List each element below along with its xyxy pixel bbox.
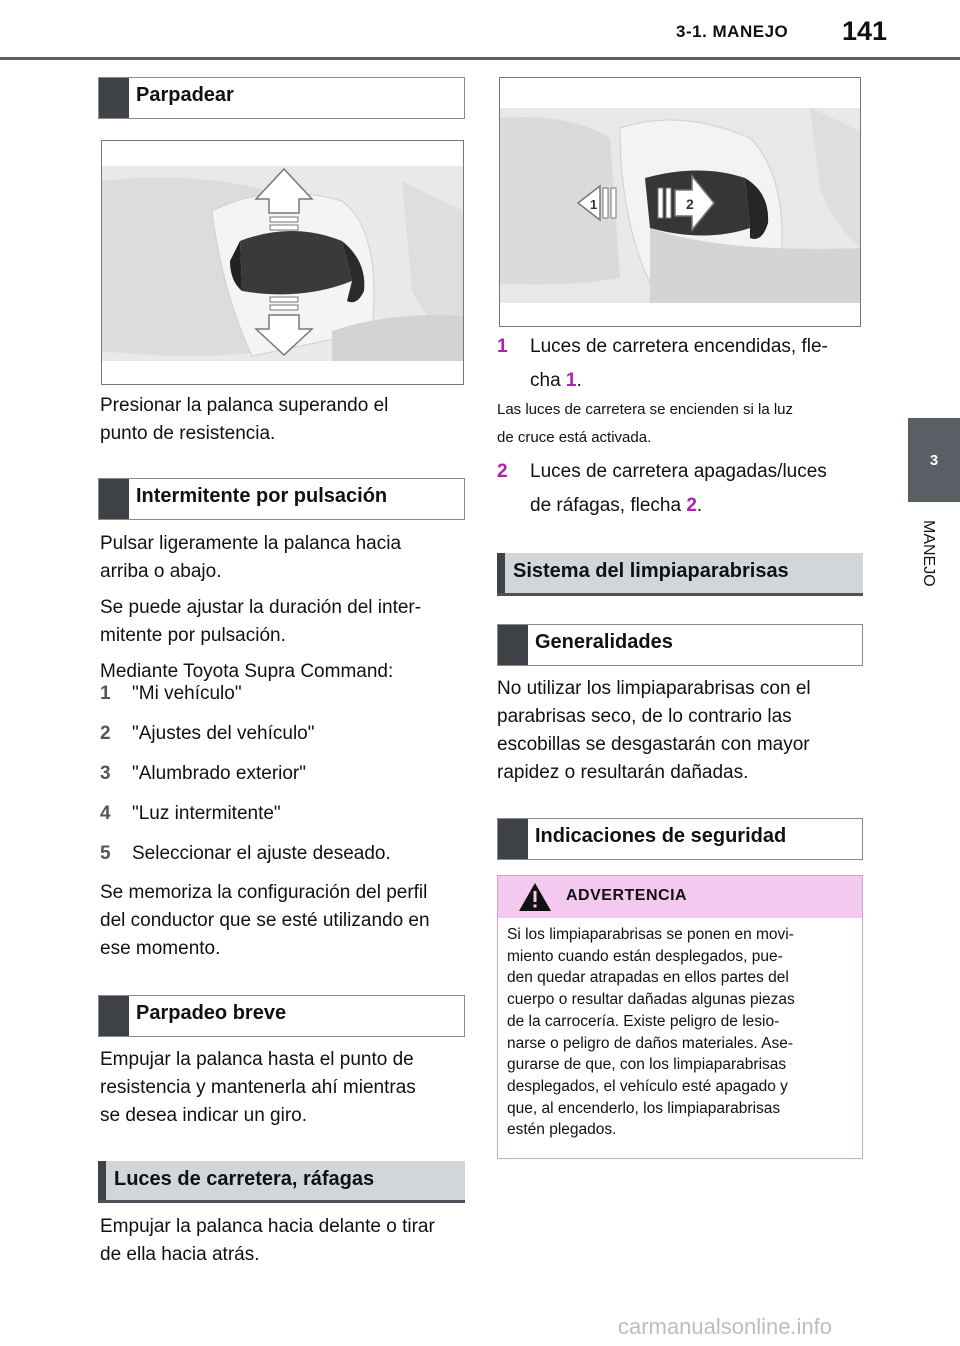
text-line: del conductor que se esté utilizando en bbox=[100, 910, 430, 931]
page-number: 141 bbox=[842, 16, 888, 46]
chapter-label: MANEJO bbox=[920, 520, 937, 587]
item-text: de ráfagas, flecha bbox=[530, 495, 687, 516]
warning-text: Si los limpiaparabrisas se ponen en movi- miento cuando están desplegados, pue- den quedar atrapadas en ellos partes del cuerpo o resultar dañadas algunas piezas de la carrocería. Existe peligro de lesio- narse o peligro de daños materiales. Ase- gurarse de que, con los limpiaparabrisas desplegados, el vehículo esté apagado y que, al encenderlo, los limpiaparabrisas estén plegados. bbox=[507, 926, 795, 1139]
section-title: 3-1. MANEJO bbox=[676, 22, 789, 41]
text-line: rapidez o resultarán dañadas. bbox=[497, 762, 749, 783]
step-number: 3 bbox=[100, 763, 111, 784]
text-line: de cruce está activada. bbox=[497, 429, 652, 446]
text-line: mitente por pulsación. bbox=[100, 625, 286, 646]
heading-bar bbox=[99, 78, 129, 118]
note-luz-cruce bbox=[497, 396, 867, 452]
item-luces-encendidas bbox=[497, 333, 867, 395]
text-line: resistencia y mantenerla ahí mientras bbox=[100, 1077, 416, 1098]
text-line: Se puede ajustar la duración del inter- bbox=[100, 597, 422, 618]
heading-bar bbox=[99, 479, 129, 519]
heading-intermitente bbox=[98, 478, 465, 520]
step-text: "Alumbrado exterior" bbox=[132, 763, 307, 784]
heading-text: Indicaciones de seguridad bbox=[535, 825, 787, 847]
steps-list bbox=[100, 680, 470, 880]
text-line: No utilizar los limpiaparabrisas con el bbox=[497, 678, 811, 699]
item-text: Luces de carretera encendidas, fle- bbox=[530, 336, 828, 357]
step-text: "Luz intermitente" bbox=[132, 803, 281, 824]
item-luces-apagadas bbox=[497, 458, 867, 520]
paragraph-parpadeo-breve bbox=[100, 1046, 470, 1130]
text-line: Las luces de carretera se encienden si la luz bbox=[497, 401, 794, 418]
list-item-cont bbox=[497, 492, 867, 520]
arrow-ref: 1 bbox=[565, 370, 577, 391]
paragraph-parpadear bbox=[100, 392, 470, 448]
warning-box bbox=[497, 875, 863, 1159]
header-divider bbox=[0, 57, 960, 60]
paragraph-memoria bbox=[100, 879, 470, 963]
step-number: 2 bbox=[100, 723, 111, 744]
warning-header bbox=[498, 876, 862, 918]
heading-text: Intermitente por pulsación bbox=[136, 485, 388, 507]
item-number: 2 bbox=[497, 461, 508, 482]
chapter-tab[interactable] bbox=[908, 418, 960, 502]
text-line: Mediante Toyota Supra Command: bbox=[100, 661, 394, 682]
item-number: 1 bbox=[497, 336, 508, 357]
list-item bbox=[100, 800, 470, 840]
paragraph-generalidades bbox=[497, 675, 867, 787]
list-item bbox=[100, 760, 470, 800]
text-line: ese momento. bbox=[100, 938, 221, 959]
step-text: Seleccionar el ajuste deseado. bbox=[132, 843, 391, 864]
heading-parpadeo-breve bbox=[98, 995, 465, 1037]
heading-parpadear bbox=[98, 77, 465, 119]
heading-bar bbox=[98, 1161, 106, 1200]
text-line: parabrisas seco, de lo contrario las bbox=[497, 706, 792, 727]
heading-sistema-limpiaparabrisas bbox=[497, 553, 863, 596]
item-text: cha bbox=[530, 370, 566, 391]
lever-illustration bbox=[102, 141, 464, 385]
heading-text: Sistema del limpiaparabrisas bbox=[513, 560, 789, 582]
heading-bar bbox=[498, 819, 528, 859]
arrow-ref: 2 bbox=[686, 495, 697, 516]
text-line: Empujar la palanca hacia delante o tirar bbox=[100, 1216, 435, 1237]
step-text: "Mi vehículo" bbox=[132, 683, 242, 704]
text-line: Pulsar ligeramente la palanca hacia bbox=[100, 533, 402, 554]
warning-title: ADVERTENCIA bbox=[566, 887, 688, 904]
step-number: 5 bbox=[100, 843, 111, 864]
text-line: se desea indicar un giro. bbox=[100, 1105, 308, 1126]
item-text: . bbox=[696, 495, 703, 516]
text-line: Se memoriza la configuración del perfil bbox=[100, 882, 428, 903]
figure-label-2: 2 bbox=[686, 196, 694, 212]
heading-seguridad bbox=[497, 818, 863, 860]
step-text: "Ajustes del vehículo" bbox=[132, 723, 315, 744]
list-item bbox=[100, 840, 470, 880]
list-item bbox=[497, 458, 867, 488]
item-text: . bbox=[576, 370, 582, 391]
paragraph-luces bbox=[100, 1213, 470, 1269]
figure-lever-forward-back bbox=[499, 77, 861, 327]
text-line: de ella hacia atrás. bbox=[100, 1244, 260, 1265]
heading-luces-carretera bbox=[98, 1161, 465, 1203]
heading-generalidades bbox=[497, 624, 863, 666]
warning-triangle-icon bbox=[518, 882, 552, 912]
text-line: escobillas se desgastarán con mayor bbox=[497, 734, 810, 755]
heading-text: Luces de carretera, ráfagas bbox=[114, 1168, 375, 1190]
heading-bar bbox=[497, 553, 505, 593]
figure-lever-up-down bbox=[101, 140, 464, 385]
item-text: Luces de carretera apagadas/luces bbox=[530, 461, 827, 482]
watermark: carmanualsonline.info bbox=[618, 1314, 833, 1339]
lever-illustration bbox=[500, 78, 861, 327]
heading-text: Parpadear bbox=[136, 84, 234, 106]
text-line: Presionar la palanca superando el bbox=[100, 395, 389, 416]
heading-text: Generalidades bbox=[535, 631, 673, 653]
text-line: arriba o abajo. bbox=[100, 561, 222, 582]
heading-bar bbox=[99, 996, 129, 1036]
step-number: 1 bbox=[100, 683, 111, 704]
paragraph-intermitente bbox=[100, 530, 470, 686]
list-item-cont bbox=[497, 367, 867, 395]
step-number: 4 bbox=[100, 803, 111, 824]
list-item bbox=[497, 333, 867, 363]
list-item bbox=[100, 720, 470, 760]
text-line: Empujar la palanca hasta el punto de bbox=[100, 1049, 414, 1070]
chapter-number: 3 bbox=[929, 451, 939, 469]
text-line: punto de resistencia. bbox=[100, 423, 276, 444]
list-item bbox=[100, 680, 470, 720]
figure-label-1: 1 bbox=[590, 197, 598, 212]
heading-text: Parpadeo breve bbox=[136, 1002, 287, 1024]
heading-bar bbox=[498, 625, 528, 665]
